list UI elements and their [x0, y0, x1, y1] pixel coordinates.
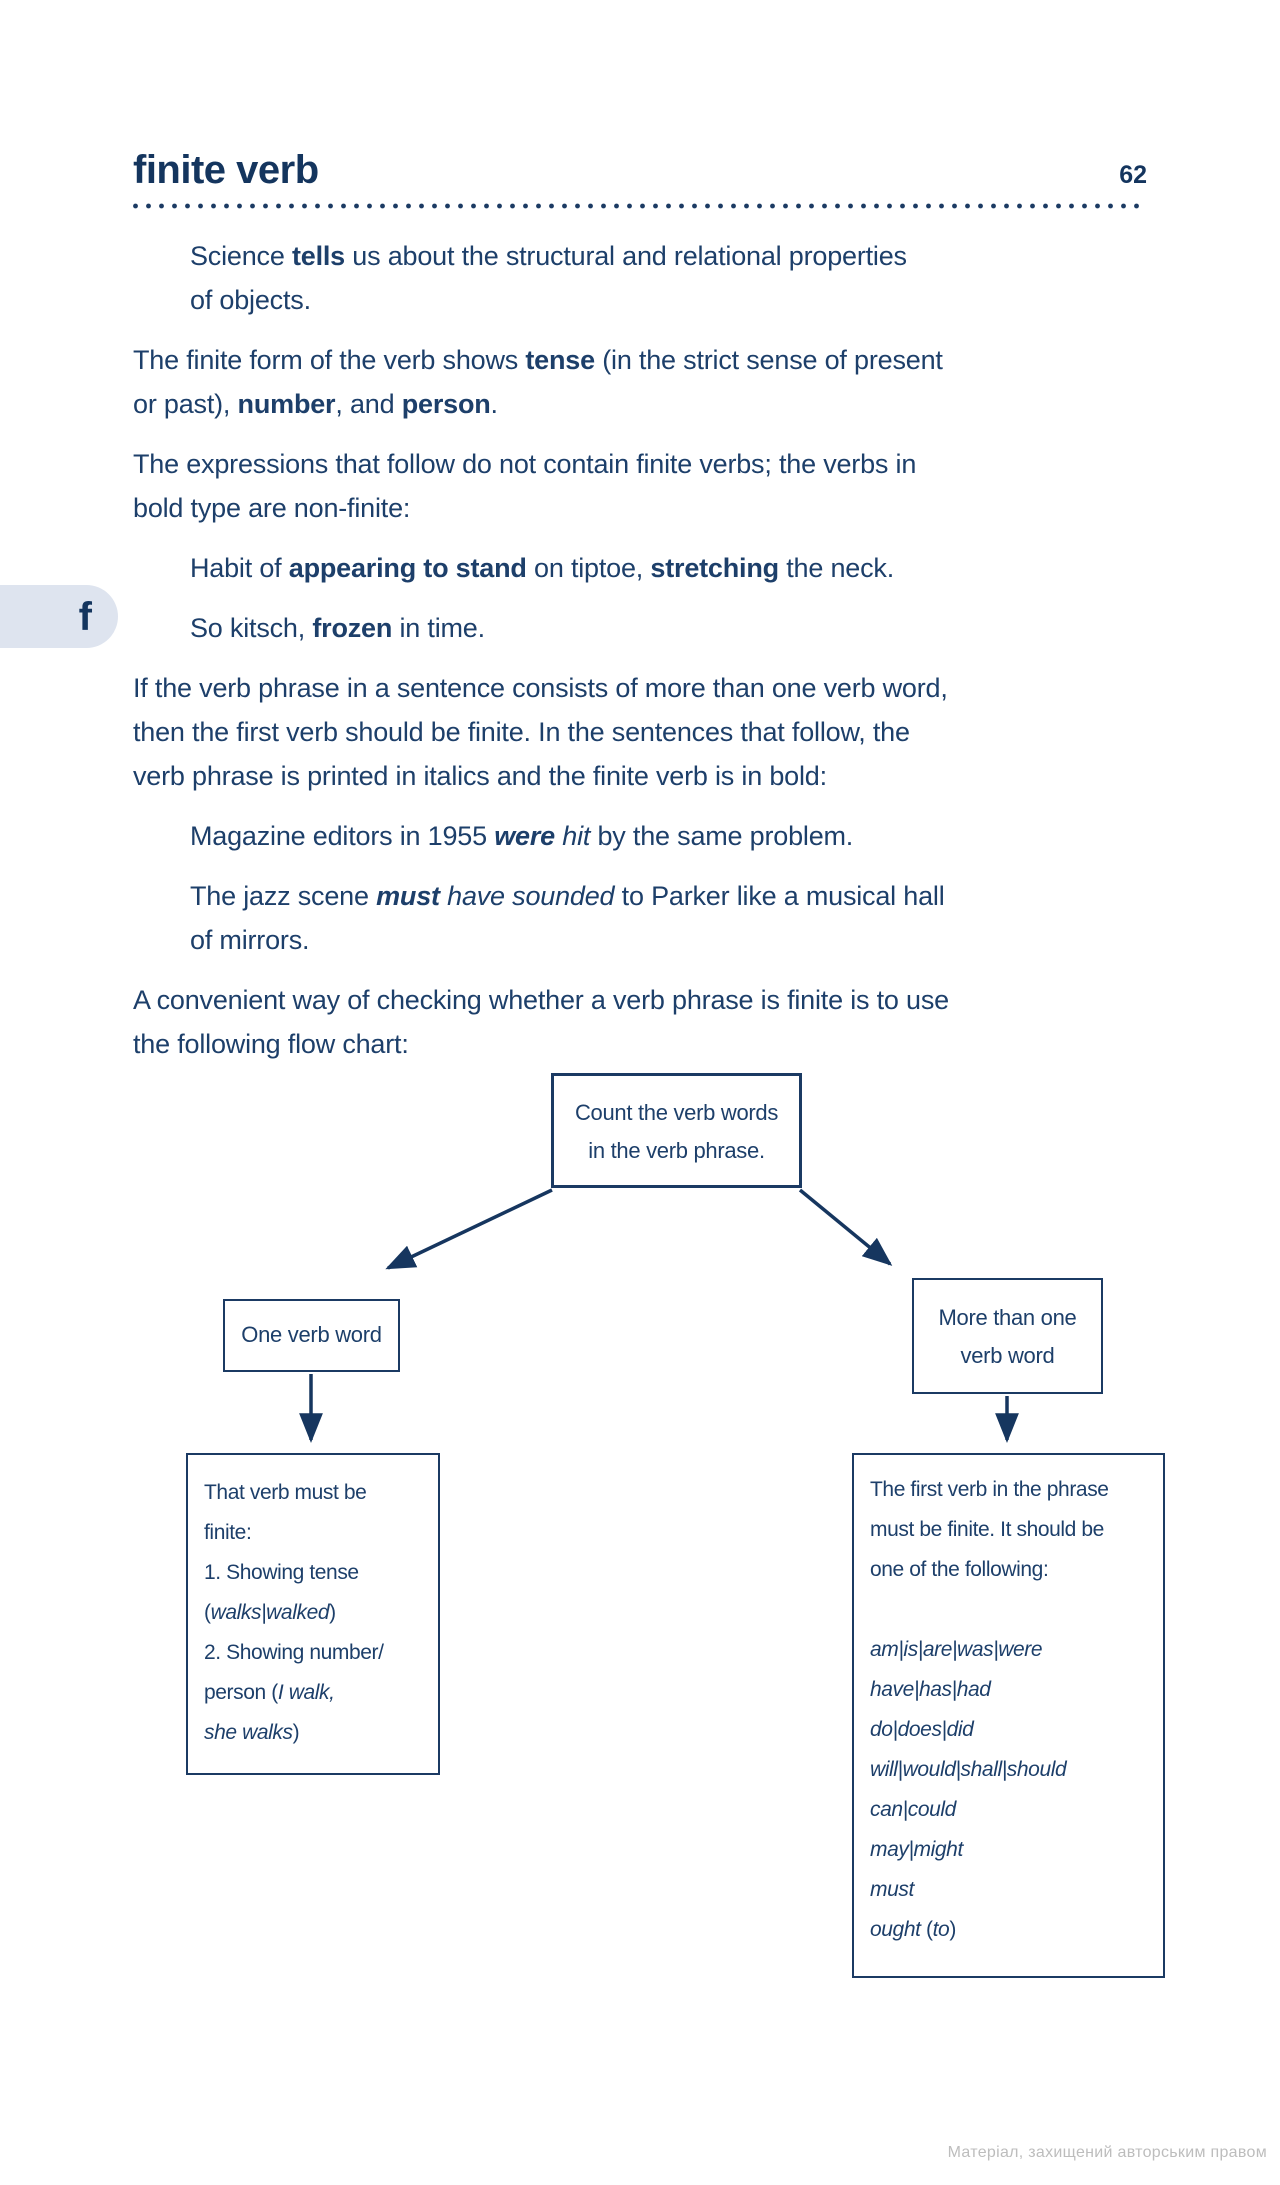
text-line [133, 754, 1147, 798]
text-run: one of the following: [870, 1558, 1049, 1581]
text-run: number [237, 389, 336, 419]
text-run: or past), [133, 389, 238, 419]
text-run: hit [562, 821, 591, 851]
text-run: (in the strict sense of present [594, 345, 943, 375]
text-line [133, 978, 1147, 1022]
body-text [133, 234, 1147, 1082]
text-line [870, 1510, 1155, 1550]
text-run: . [490, 389, 498, 419]
copyright-watermark: Матеріал, захищений авторським правом [947, 2144, 1267, 2161]
flowchart-box-multi-verb-result [852, 1453, 1165, 1978]
text-line [870, 1830, 1155, 1870]
text-run: must [870, 1878, 914, 1901]
text-line [133, 442, 1147, 486]
example-block [133, 606, 1147, 650]
text-run: Magazine editors in 1955 [190, 821, 495, 851]
text-run: by the same problem. [590, 821, 854, 851]
text-line [190, 814, 1147, 858]
text-run: That verb must be [204, 1481, 367, 1504]
text-line [204, 1553, 430, 1593]
arrow-top-to-right-box [800, 1190, 890, 1264]
text-run: were [494, 821, 555, 851]
text-run: finite: [204, 1521, 252, 1544]
text-run: tense [525, 345, 595, 375]
text-run: More than one [938, 1305, 1077, 1330]
text-line [190, 234, 1147, 278]
text-run: frozen [312, 613, 393, 643]
text-run: I walk, [277, 1681, 335, 1704]
text-run: The first verb in the phrase [870, 1478, 1109, 1501]
paragraph [133, 338, 1147, 426]
text-run: If the verb phrase in a sentence consists of more than one verb word, [133, 673, 948, 703]
text-run: then the first verb should be finite. In the sentences that follow, the [133, 717, 910, 747]
page-number: 62 [1119, 161, 1147, 189]
text-run: us about the structural and relational properties [345, 241, 907, 271]
flowchart-box-count-verbs [551, 1073, 802, 1188]
page-header [133, 150, 1147, 190]
text-line [133, 1022, 1147, 1066]
text-run: in time. [392, 613, 485, 643]
page-title: finite verb [133, 148, 319, 192]
text-line [870, 1470, 1155, 1510]
example-block [133, 234, 1147, 322]
thumb-tab-letter: f [78, 594, 92, 639]
text-line [204, 1513, 430, 1553]
text-line [204, 1593, 430, 1633]
flowchart-box-one-verb-word [223, 1299, 400, 1372]
text-run: she walks [204, 1721, 293, 1744]
text-run: 2. Showing number/ [204, 1641, 384, 1664]
text-line [914, 1337, 1101, 1375]
text-line [133, 338, 1147, 382]
example-block [133, 546, 1147, 590]
text-run: Science [190, 241, 292, 271]
text-line [133, 382, 1147, 426]
text-run: stretching [650, 553, 779, 583]
paragraph [133, 978, 1147, 1066]
text-line [554, 1094, 799, 1132]
text-line [870, 1590, 1155, 1630]
text-line [870, 1670, 1155, 1710]
text-run: of mirrors. [190, 925, 310, 955]
text-run: ought [870, 1918, 926, 1941]
text-line [133, 710, 1147, 754]
text-run: person [401, 389, 491, 419]
text-line [204, 1633, 430, 1673]
text-run: appearing to stand [288, 553, 527, 583]
letter-thumb-tab [0, 585, 118, 648]
text-line [190, 606, 1147, 650]
text-run: A convenient way of checking whether a verb phrase is finite is to use [133, 985, 949, 1015]
text-run: verb word [960, 1343, 1055, 1368]
text-line [190, 874, 1147, 918]
paragraph [133, 666, 1147, 798]
example-block [133, 874, 1147, 962]
text-run: Habit of [190, 553, 289, 583]
text-run: the following flow chart: [133, 1029, 409, 1059]
flowchart-box-more-than-one [912, 1278, 1103, 1394]
text-run: of objects. [190, 285, 311, 315]
text-run: on tiptoe, [526, 553, 651, 583]
text-run: am|is|are|was|were [870, 1638, 1043, 1661]
text-line [870, 1550, 1155, 1590]
text-line [133, 486, 1147, 530]
text-run: The finite form of the verb shows [133, 345, 526, 375]
text-line [870, 1910, 1155, 1950]
text-run: The jazz scene [190, 881, 377, 911]
text-run: in the verb phrase. [588, 1138, 765, 1163]
text-line [204, 1673, 430, 1713]
text-run: ( [204, 1601, 211, 1624]
text-line [914, 1299, 1101, 1337]
text-run: person ( [204, 1681, 278, 1704]
text-run: must [376, 881, 440, 911]
text-line [190, 278, 1147, 322]
arrow-top-to-left-box [388, 1190, 552, 1268]
text-run: ( [926, 1918, 933, 1941]
text-run: The expressions that follow do not contain finite verbs; the verbs in [133, 449, 917, 479]
text-line [870, 1870, 1155, 1910]
text-run: , and [335, 389, 402, 419]
example-block [133, 814, 1147, 858]
text-run: One verb word [241, 1322, 382, 1347]
paragraph [133, 442, 1147, 530]
text-line [870, 1630, 1155, 1670]
text-line [190, 918, 1147, 962]
text-line [870, 1790, 1155, 1830]
text-run: have|has|had [870, 1678, 991, 1701]
text-run: walks|walked [210, 1601, 330, 1624]
text-run: Count the verb words [574, 1100, 779, 1125]
text-run: to Parker like a musical hall [614, 881, 945, 911]
text-run: ) [292, 1721, 300, 1744]
text-run: ) [949, 1918, 956, 1941]
text-run: have sounded [447, 881, 615, 911]
text-line [870, 1750, 1155, 1790]
text-run: bold type are non-finite: [133, 493, 411, 523]
text-line [204, 1473, 430, 1513]
text-line [204, 1713, 430, 1753]
text-run: will|would|shall|should [870, 1758, 1067, 1781]
text-run: must be finite. It should be [870, 1518, 1104, 1541]
text-run: So kitsch, [190, 613, 313, 643]
text-line [870, 1710, 1155, 1750]
text-line [225, 1316, 398, 1354]
text-run: can|could [870, 1798, 956, 1821]
text-run: verb phrase is printed in italics and the finite verb is in bold: [133, 761, 827, 791]
text-line [190, 546, 1147, 590]
text-run: do|does|did [870, 1718, 974, 1741]
dotted-rule [133, 203, 1147, 209]
text-line [133, 666, 1147, 710]
text-run: may|might [870, 1838, 963, 1861]
text-run: 1. Showing tense [204, 1561, 359, 1584]
text-run: ) [329, 1601, 336, 1624]
text-run: tells [291, 241, 345, 271]
text-run: the neck. [778, 553, 895, 583]
text-run: to [932, 1918, 950, 1941]
flowchart-box-one-verb-result [186, 1453, 440, 1775]
text-line [554, 1132, 799, 1170]
